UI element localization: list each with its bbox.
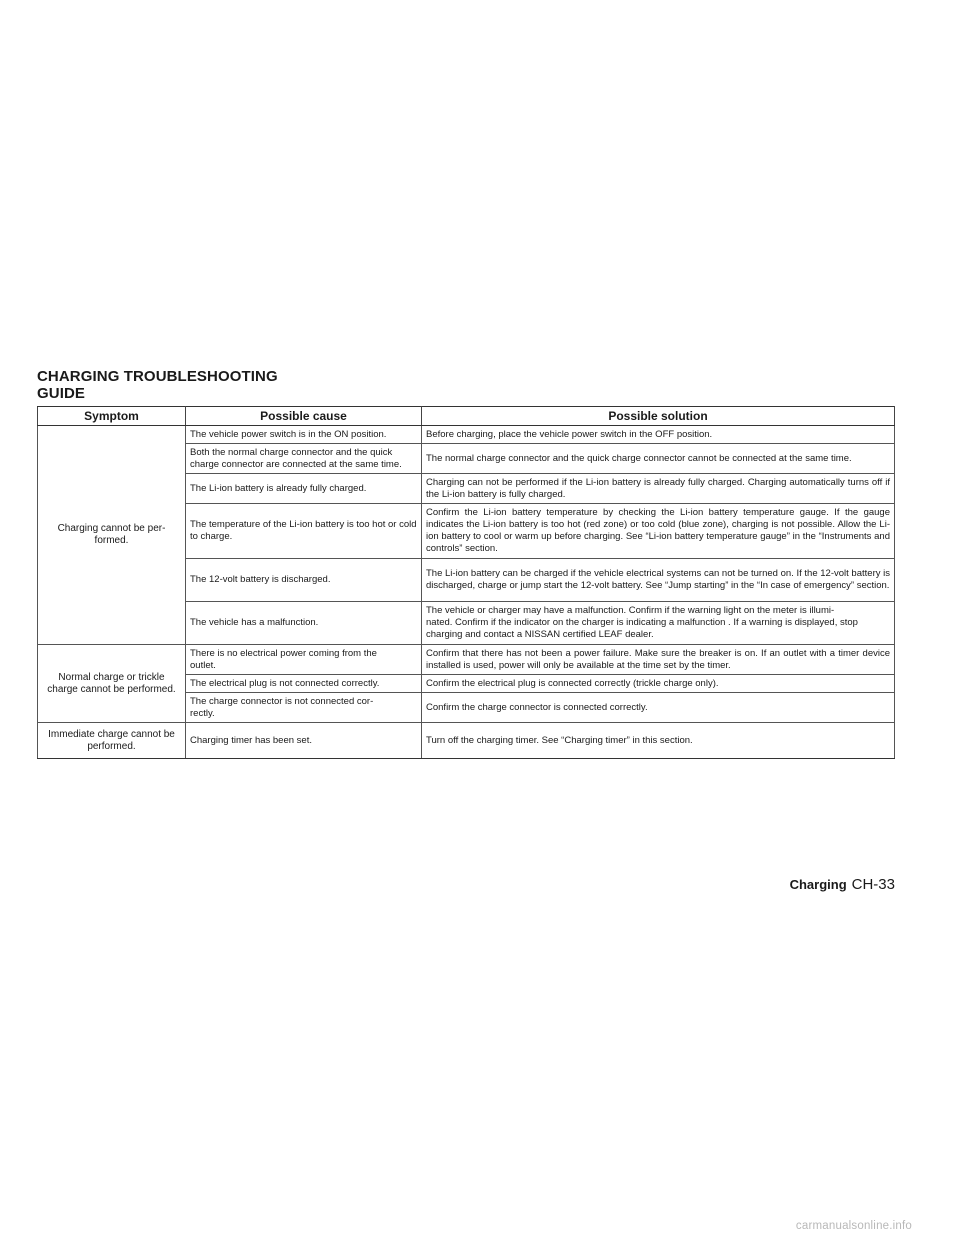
troubleshooting-table <box>37 406 895 759</box>
solution-cell: The normal charge connector and the quick charge connector cannot be connected at the same time. <box>422 444 895 474</box>
page-title <box>37 368 278 402</box>
symptom-text: Immediate charge cannot be performed. <box>48 728 175 752</box>
title-line-1: CHARGING TROUBLESHOOTING <box>37 368 278 385</box>
page-footer <box>790 876 895 893</box>
cause-cell: The vehicle power switch is in the ON position. <box>186 426 422 444</box>
cause-cell: The temperature of the Li-ion battery is too hot or cold to charge. <box>186 504 422 559</box>
solution-cell: Confirm the electrical plug is connected correctly (trickle charge only). <box>422 675 895 693</box>
symptom-text: Charging cannot be per- formed. <box>57 523 166 546</box>
symptom-cell <box>38 645 186 723</box>
symptom-text: Normal charge or trickle charge cannot be performed. <box>47 671 176 695</box>
solution-cell: Turn off the charging timer. See “Charging timer” in this section. <box>422 723 895 759</box>
table-row <box>38 723 895 759</box>
solution-cell: Confirm the charge connector is connected correctly. <box>422 693 895 723</box>
solution-cell: Before charging, place the vehicle power switch in the OFF position. <box>422 426 895 444</box>
solution-cell: Confirm the Li-ion battery temperature by checking the Li-ion battery temperature gauge. If the gauge indicates the Li-ion battery is too hot (red zone) or too cold (blue zone), charging is not possible. Allow the Li-ion battery to cool or warm up before charging. See “Li-ion battery temperature gauge” in the “Instruments and controls” section. <box>422 504 895 559</box>
cause-cell: There is no electrical power coming from the outlet. <box>186 645 422 675</box>
table-header-row <box>38 407 895 426</box>
cause-cell: Both the normal charge connector and the quick charge connector are connected at the same time. <box>186 444 422 474</box>
solution-cell: The vehicle or charger may have a malfunction. Confirm if the warning light on the meter is illumi- nated. Confirm if the indicator on the charger is indicating a malfunction . If a warning is displayed, stop charging and contact a NISSAN certified LEAF dealer. <box>422 602 895 645</box>
solution-cell: Confirm that there has not been a power failure. Make sure the breaker is on. If an outlet with a timer device installed is used, power will only be available at the time set by the timer. <box>422 645 895 675</box>
cause-cell: Charging timer has been set. <box>186 723 422 759</box>
cause-cell: The 12-volt battery is discharged. <box>186 559 422 602</box>
header-solution: Possible solution <box>422 407 895 426</box>
cause-cell: The vehicle has a malfunction. <box>186 602 422 645</box>
page-number: CH-33 <box>851 876 895 893</box>
footer-section-name: Charging <box>789 877 847 892</box>
symptom-cell <box>38 426 186 645</box>
symptom-cell <box>38 723 186 759</box>
table-row <box>38 426 895 444</box>
cause-cell: The charge connector is not connected cor- rectly. <box>186 693 422 723</box>
cause-cell: The electrical plug is not connected correctly. <box>186 675 422 693</box>
header-cause: Possible cause <box>186 407 422 426</box>
cause-cell: The Li-ion battery is already fully charged. <box>186 474 422 504</box>
title-line-2: GUIDE <box>37 385 86 402</box>
solution-cell: Charging can not be performed if the Li-ion battery is already fully charged. Charging automatically turns off if the Li-ion battery is fully charged. <box>422 474 895 504</box>
watermark-text: carmanualsonline.info <box>795 1220 912 1232</box>
header-symptom: Symptom <box>38 407 186 426</box>
table-row <box>38 645 895 675</box>
solution-cell: The Li-ion battery can be charged if the vehicle electrical systems can not be turned on. If the 12-volt battery is discharged, charge or jump start the 12-volt battery. See “Jump starting” in the “In case of emergency” section. <box>422 559 895 602</box>
